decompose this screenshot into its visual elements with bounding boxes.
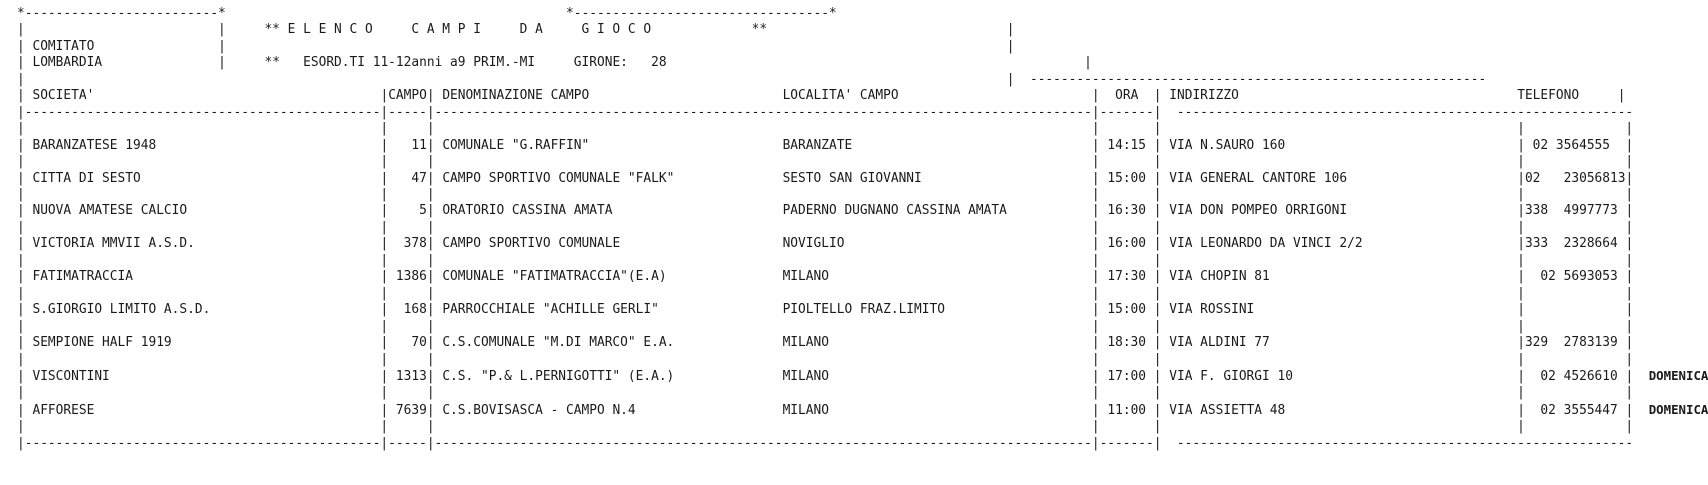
row-society: CITTA DI SESTO xyxy=(32,170,141,186)
row-phone: 02 3564555 xyxy=(1524,137,1611,153)
region-name: LOMBARDIA xyxy=(32,55,103,71)
row-note: DOMENICA xyxy=(1648,401,1708,417)
row-address: VIA DON POMPEO ORRIGONI xyxy=(1169,203,1348,219)
row-society: NUOVA AMATESE CALCIO xyxy=(32,203,188,219)
row-field-number: 168 xyxy=(403,302,427,318)
row-field-number: 1313 xyxy=(395,368,427,384)
row-phone: 02 5693053 xyxy=(1524,269,1618,285)
row-address: VIA ALDINI 77 xyxy=(1169,335,1270,351)
row-field-name: CAMPO SPORTIVO COMUNALE xyxy=(442,236,621,252)
row-field-number: 1386 xyxy=(395,269,427,285)
col-header-society: SOCIETA' xyxy=(32,88,95,104)
row-society: VISCONTINI xyxy=(32,368,110,384)
row-field-number: 47 xyxy=(411,170,427,186)
row-field-name: ORATORIO CASSINA AMATA xyxy=(442,203,613,219)
row-locality: MILANO xyxy=(782,402,829,418)
row-note: DOMENICA xyxy=(1648,367,1708,383)
group-number: 28 xyxy=(651,55,667,71)
row-society: AFFORESE xyxy=(32,402,95,418)
col-header-phone: TELEFONO xyxy=(1517,88,1580,104)
category-name: ESORD.TI 11-12anni a9 PRIM.-MI xyxy=(303,55,536,71)
row-society: BARANZATESE 1948 xyxy=(32,137,157,153)
row-time: 18:30 xyxy=(1107,335,1147,351)
row-field-name: C.S.COMUNALE "M.DI MARCO" E.A. xyxy=(442,335,675,351)
row-phone: 338 4997773 xyxy=(1524,203,1618,219)
row-time: 11:00 xyxy=(1107,402,1147,418)
row-field-name: COMUNALE "FATIMATRACCIA"(E.A) xyxy=(442,269,667,285)
row-locality: NOVIGLIO xyxy=(782,236,845,252)
row-society: SEMPIONE HALF 1919 xyxy=(32,335,172,351)
row-address: VIA F. GIORGI 10 xyxy=(1169,368,1293,384)
col-header-field: CAMPO xyxy=(388,88,427,104)
row-time: 16:00 xyxy=(1107,236,1147,252)
list-title: E L E N C O C A M P I D A G I O C O xyxy=(287,22,652,38)
row-field-name: CAMPO SPORTIVO COMUNALE "FALK" xyxy=(442,170,675,186)
row-locality: PADERNO DUGNANO CASSINA AMATA xyxy=(782,203,1007,219)
row-phone: 02 4526610 xyxy=(1524,368,1618,384)
row-phone: 02 3555447 xyxy=(1524,402,1618,418)
row-society: S.GIORGIO LIMITO A.S.D. xyxy=(32,302,211,318)
row-society: VICTORIA MMVII A.S.D. xyxy=(32,236,195,252)
row-field-name: COMUNALE "G.RAFFIN" xyxy=(442,137,590,153)
row-field-name: C.S. "P.& L.PERNIGOTTI" (E.A.) xyxy=(442,368,675,384)
col-header-address: INDIRIZZO xyxy=(1169,88,1239,104)
fields-listing: *-------------------------* *---------------------------------* | | ** E L E N C O C A M P I D A G I O C O ** | | COMITATO | | | LOMBARDIA | ** ESORD.TI 11-12anni a9 PRIM.-MI GIRONE: 28 | | | ----------------------------------------------------------- | SOCIETA' |CAMPO| DENOMINAZIONE CAMPO LOCALITA' CAMPO | ORA | INDIRIZZO TELEFONO | |----------------------------------------------|-----|-------------------------------------------------------------------------------------|-------| ----------------------------------------------------------- | | | | | | | | BARANZATESE 1948 | 11| COMUNALE "G.RAFFIN" BARANZATE | 14:15 | VIA N.SAURO 160 | 02 3564555 | | | | | | | | | CITTA DI SESTO | 47| CAMPO SPORTIVO COMUNALE "FALK" SESTO SAN GIOVANNI | 15:00 | VIA GENERAL CANTORE 106 |02 23056813| | | | | | | | | NUOVA AMATESE CALCIO | 5| ORATORIO CASSINA AMATA PADERNO DUGNANO CASSINA AMATA | 16:30 | VIA DON POMPEO ORRIGONI |338 4997773 | | | | | | | | | VICTORIA MMVII A.S.D. | 378| CAMPO SPORTIVO COMUNALE NOVIGLIO | 16:00 | VIA LEONARDO DA VINCI 2/2 |333 2328664 | | | | | | | | | FATIMATRACCIA | 1386| COMUNALE "FATIMATRACCIA"(E.A) MILANO | 17:30 | VIA CHOPIN 81 | 02 5693053 | | | | | | | | | S.GIORGIO LIMITO A.S.D. | 168| PARROCCHIALE "ACHILLE GERLI" PIOLTELLO FRAZ.LIMITO | 15:00 | VIA ROSSINI | | | | | | | | | | SEMPIONE HALF 1919 | 70| C.S.COMUNALE "M.DI MARCO" E.A. MILANO | 18:30 | VIA ALDINI 77 |329 2783139 | | | | | | | | | VISCONTINI | 1313| C.S. "P.& L.PERNIGOTTI" (E.A.) MILANO | 17:00 | VIA F. GIORGI 10 | 02 4526610 | DOMENICA | | | | | | | | AFFORESE | 7639| C.S.BOVISASCA - CAMPO N.4 MILANO | 11:00 | VIA ASSIETTA 48 | 02 3555447 | DOMENICA | | | | | | | |----------------------------------------------|-----|-------------------------------------------------------------------------------------|-------| ----------------------------------------------------------- xyxy=(17,6,1708,451)
row-address: VIA ROSSINI xyxy=(1169,302,1255,318)
col-header-locality: LOCALITA' CAMPO xyxy=(782,88,899,104)
row-locality: MILANO xyxy=(782,269,829,285)
row-address: VIA LEONARDO DA VINCI 2/2 xyxy=(1169,236,1363,252)
row-field-number: 7639 xyxy=(395,402,427,418)
row-locality: BARANZATE xyxy=(782,137,853,153)
row-locality: SESTO SAN GIOVANNI xyxy=(782,170,922,186)
row-time: 15:00 xyxy=(1107,302,1147,318)
row-time: 16:30 xyxy=(1107,203,1147,219)
row-field-number: 11 xyxy=(411,137,427,153)
row-address: VIA N.SAURO 160 xyxy=(1169,137,1286,153)
row-time: 17:00 xyxy=(1107,368,1147,384)
row-society: FATIMATRACCIA xyxy=(32,269,133,285)
row-locality: MILANO xyxy=(782,335,829,351)
col-header-time: ORA xyxy=(1115,88,1139,104)
row-phone: 333 2328664 xyxy=(1524,236,1618,252)
row-address: VIA ASSIETTA 48 xyxy=(1169,402,1286,418)
row-phone: 02 23056813 xyxy=(1524,170,1626,186)
row-time: 15:00 xyxy=(1107,170,1147,186)
row-field-number: 5 xyxy=(419,203,427,219)
row-locality: MILANO xyxy=(782,368,829,384)
committee-label: COMITATO xyxy=(32,38,95,54)
row-field-number: 378 xyxy=(403,236,427,252)
row-field-number: 70 xyxy=(411,335,427,351)
row-time: 17:30 xyxy=(1107,269,1147,285)
row-address: VIA CHOPIN 81 xyxy=(1169,269,1270,285)
col-header-field-name: DENOMINAZIONE CAMPO xyxy=(442,88,590,104)
row-phone: 329 2783139 xyxy=(1524,335,1618,351)
row-address: VIA GENERAL CANTORE 106 xyxy=(1169,170,1348,186)
row-field-name: C.S.BOVISASCA - CAMPO N.4 xyxy=(442,402,636,418)
group-label: GIRONE: xyxy=(573,55,628,71)
row-field-name: PARROCCHIALE "ACHILLE GERLI" xyxy=(442,302,659,318)
row-locality: PIOLTELLO FRAZ.LIMITO xyxy=(782,302,945,318)
row-time: 14:15 xyxy=(1107,137,1147,153)
